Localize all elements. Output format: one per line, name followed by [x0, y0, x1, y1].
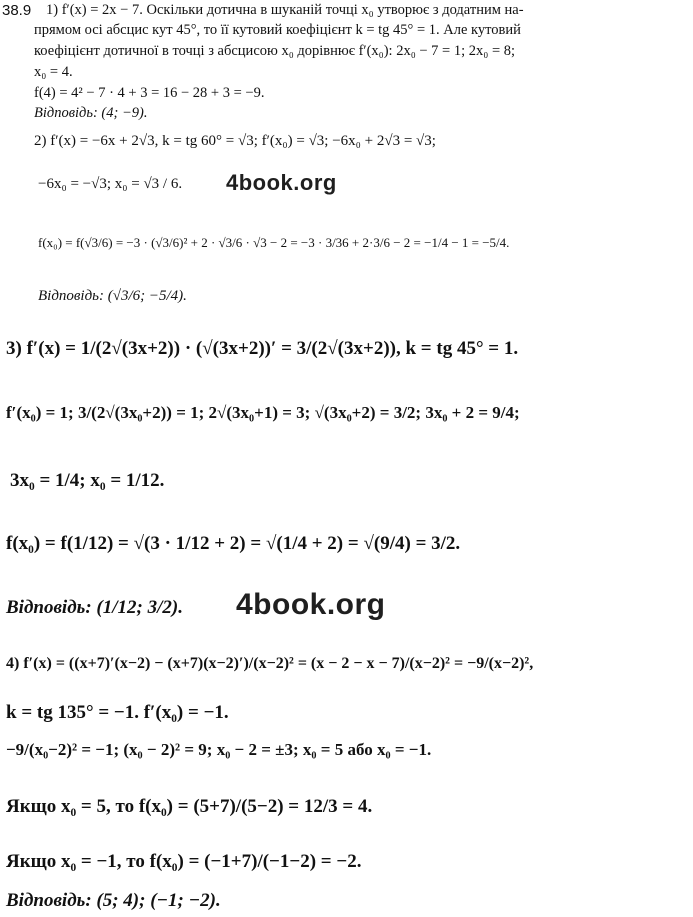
part2-line1: 2) f′(x) = −6x + 2√3, k = tg 60° = √3; f′(x₀) = √3; −6x₀ + 2√3 = √3;	[34, 133, 436, 149]
part2-line2: −6x₀ = −√3; x₀ = √3 / 6.	[38, 176, 183, 192]
part1-line1: 1) f′(x) = 2x − 7. Оскільки дотична в шуканій точці x₀ утворює з додатним на-	[46, 2, 524, 18]
part3-answer: Відповідь: (1/12; 3/2).	[6, 597, 183, 618]
part1-line2: прямом осі абсцис кут 45°, то її кутовий коефіцієнт k = tg 45° = 1. Але кутовий	[34, 22, 521, 38]
part3-line2: f′(x₀) = 1; 3/(2√(3x₀+2)) = 1; 2√(3x₀+1) = 3; √(3x₀+2) = 3/2; 3x₀ + 2 = 9/4;	[6, 403, 520, 422]
part3-line3: 3x₀ = 1/4; x₀ = 1/12.	[10, 470, 165, 491]
part4-line2: k = tg 135° = −1. f′(x₀) = −1.	[6, 702, 229, 723]
part4-line1: 4) f′(x) = ((x+7)′(x−2) − (x+7)(x−2)′)/(x−2)² = (x − 2 − x − 7)/(x−2)² = −9/(x−2)²,	[6, 655, 534, 672]
part3-line1: 3) f′(x) = 1/(2√(3x+2)) · (√(3x+2))′ = 3/(2√(3x+2)), k = tg 45° = 1.	[6, 338, 519, 359]
part1-line5: f(4) = 4² − 7 · 4 + 3 = 16 − 28 + 3 = −9.	[34, 85, 265, 101]
part2-answer: Відповідь: (√3/6; −5/4).	[38, 288, 187, 304]
part1-answer: Відповідь: (4; −9).	[34, 105, 148, 121]
part3-line4: f(x₀) = f(1/12) = √(3 · 1/12 + 2) = √(1/4 + 2) = √(9/4) = 3/2.	[6, 533, 461, 554]
watermark-text: 4book.org	[226, 170, 337, 195]
part1-line4: x₀ = 4.	[34, 64, 73, 80]
part2-line3: f(x₀) = f(√3/6) = −3 · (√3/6)² + 2 · √3/6 · √3 − 2 = −3 · 3/36 + 2·3/6 − 2 = −1/4 − 1 = −5/4.	[38, 235, 510, 250]
exercise-number: 38.9	[2, 2, 32, 19]
part1-line3: коефіцієнт дотичної в точці з абсцисою x₀ дорівнює f′(x₀): 2x₀ − 7 = 1; 2x₀ = 8;	[34, 43, 516, 59]
part4-line3: −9/(x₀−2)² = −1; (x₀ − 2)² = 9; x₀ − 2 = ±3; x₀ = 5 або x₀ = −1.	[6, 740, 432, 759]
part4-line5: Якщо x₀ = −1, то f(x₀) = (−1+7)/(−1−2) = −2.	[6, 851, 362, 872]
part4-line4: Якщо x₀ = 5, то f(x₀) = (5+7)/(5−2) = 12/3 = 4.	[6, 796, 373, 817]
part4-answer: Відповідь: (5; 4); (−1; −2).	[6, 890, 221, 911]
watermark-text: 4book.org	[236, 588, 386, 621]
